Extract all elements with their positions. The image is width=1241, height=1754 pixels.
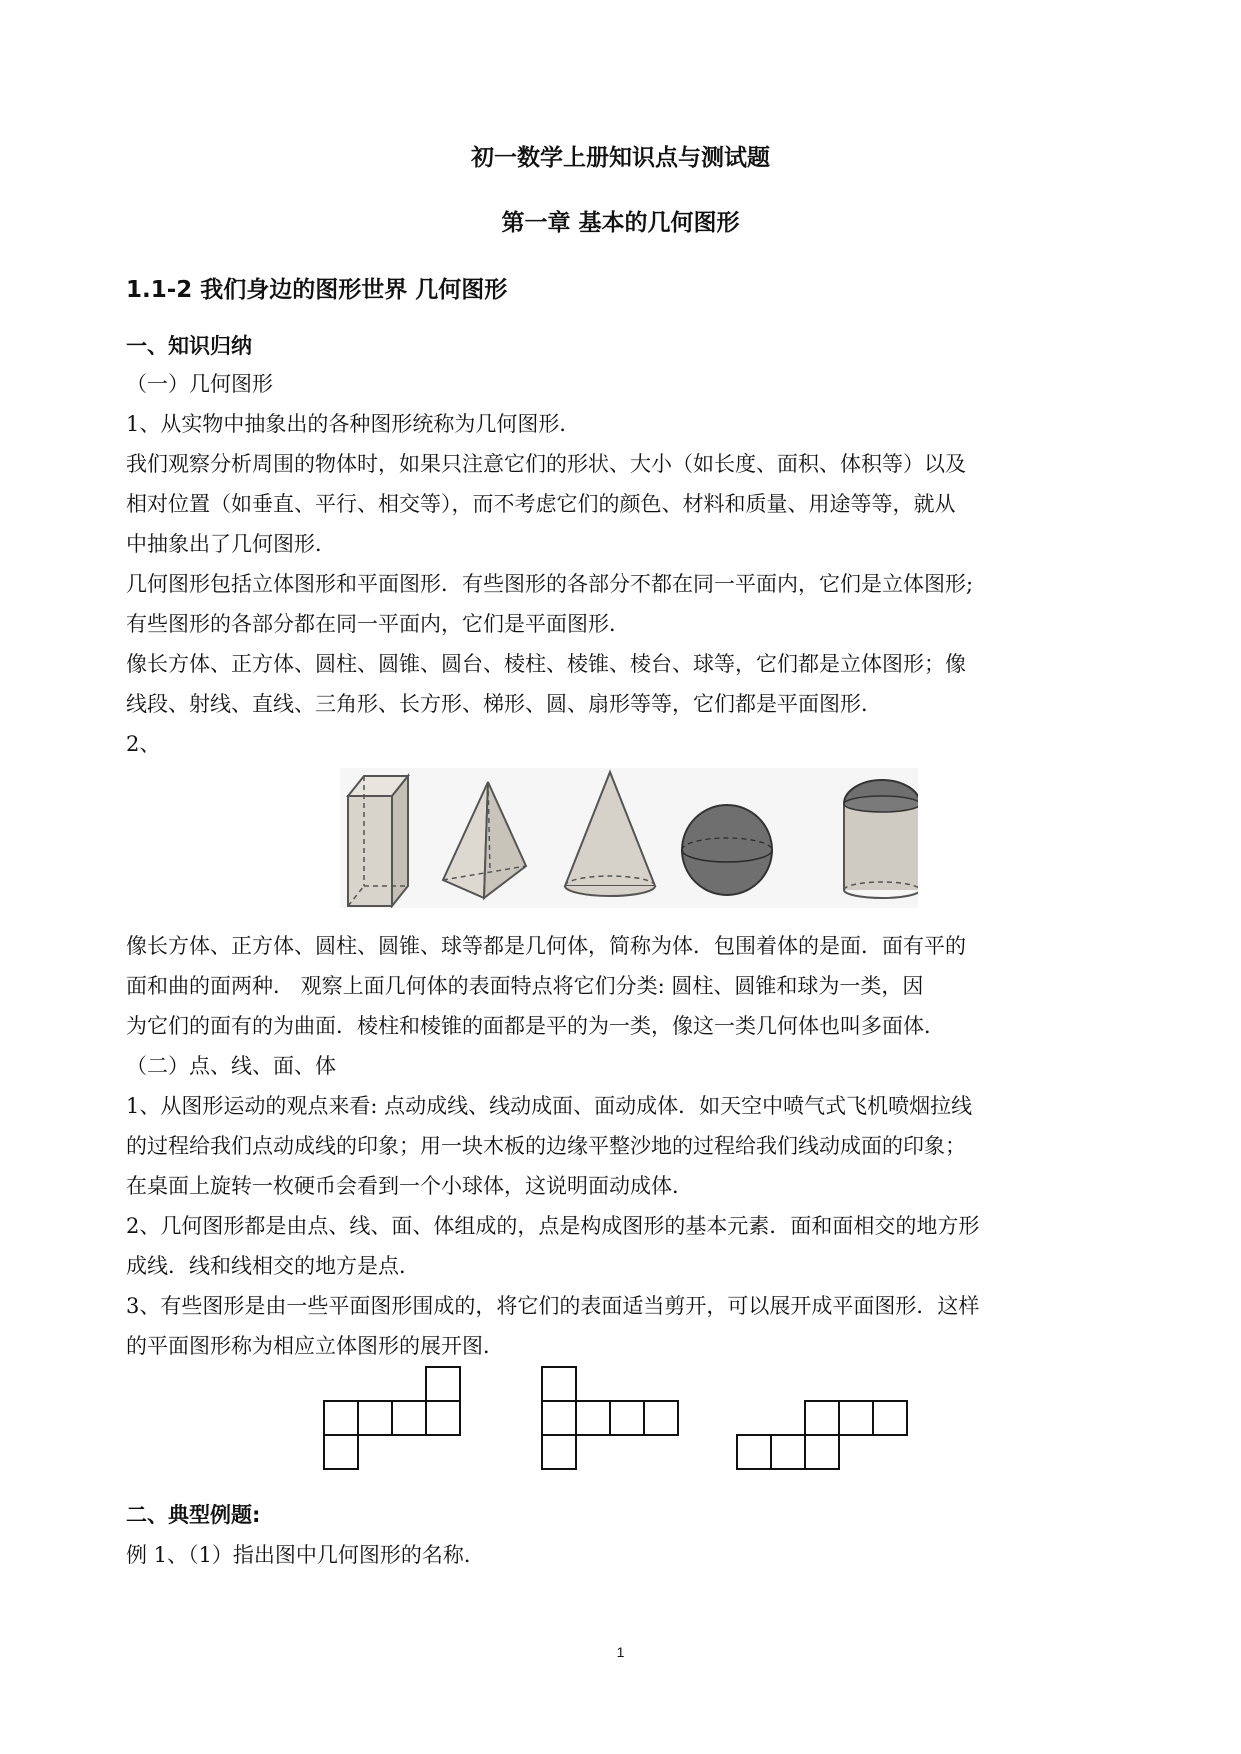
example-1 [126,1535,1156,1575]
document-title: 初一数学上册知识点与测试题 [471,145,770,171]
text-line: 3、有些图形是由一些平面图形围成的，将它们的表面适当剪开，可以展开成平面图形．这样 [126,1294,980,1318]
text-line: 面和曲的面两种． 观察上面几何体的表面特点将它们分类: 圆柱、圆锥和球为一类，因 [126,974,924,998]
subheading-text: （二）点、线、面、体 [126,1054,336,1078]
cube-net-2 [542,1367,678,1469]
text-line: 像长方体、正方体、圆柱、圆锥、圆台、棱柱、棱锥、棱台、球等，它们都是立体图形；像 [126,652,966,676]
cuboid-shape [348,776,408,906]
subheading-text: （一）几何图形 [126,372,273,396]
text-line: 像长方体、正方体、圆柱、圆锥、球等都是几何体，简称为体．包围着体的是面．面有平的 [126,934,966,958]
text-line: 的平面图形称为相应立体图形的展开图． [126,1334,504,1358]
cube-net-3 [737,1401,907,1469]
solids-figure [340,768,918,908]
part2-heading: 二、典型例题: [126,1503,261,1527]
text-line: 2、 [126,732,161,756]
text-line: 相对位置（如垂直、平行、相交等），而不考虑它们的颜色、材料和质量、用途等等，就从 [126,492,956,516]
cylinder-shape [844,780,918,898]
part1-heading: 一、知识归纳 [126,334,252,358]
cube-net-1 [324,1367,460,1469]
part1-subheading-1 [126,364,1156,404]
text-line: 中抽象出了几何图形． [126,532,336,556]
page-number: 1 [616,1644,625,1660]
text-line: 1、从实物中抽象出的各种图形统称为几何图形． [126,412,581,436]
text-line: 线段、射线、直线、三角形、长方形、梯形、圆、扇形等等，它们都是平面图形． [126,692,882,716]
text-line: 的过程给我们点动成线的印象；用一块木板的边缘平整沙地的过程给我们线动成面的印象； [126,1134,966,1158]
cube-nets-figure [320,1365,920,1475]
text-line: 例 1、（1）指出图中几何图形的名称． [126,1543,485,1567]
paragraph-geometric-figures [126,404,1156,764]
part1-subheading-2 [126,1046,1156,1086]
paragraph-solids [126,926,1156,1046]
text-line: 有些图形的各部分都在同一平面内，它们是平面图形． [126,612,630,636]
section-title: 1.1-2 我们身边的图形世界 几何图形 [126,277,508,303]
text-line: 几何图形包括立体图形和平面图形．有些图形的各部分不都在同一平面内，它们是立体图形; [126,572,974,596]
text-line: 在桌面上旋转一枚硬币会看到一个小球体，这说明面动成体． [126,1174,693,1198]
text-line: 我们观察分析周围的物体时，如果只注意它们的形状、大小（如长度、面积、体积等）以及 [126,452,966,476]
paragraph-point-line-plane [126,1086,1156,1366]
text-line: 为它们的面有的为曲面．棱柱和棱锥的面都是平的为一类，像这一类几何体也叫多面体． [126,1014,945,1038]
chapter-title: 第一章 基本的几何图形 [501,210,740,236]
text-line: 2、几何图形都是由点、线、面、体组成的，点是构成图形的基本元素．面和面相交的地方形 [126,1214,980,1238]
sphere-shape [682,805,772,895]
text-line: 成线．线和线相交的地方是点． [126,1254,420,1278]
text-line: 1、从图形运动的观点来看: 点动成线、线动成面、面动成体．如天空中喷气式飞机喷烟拉线 [126,1094,973,1118]
